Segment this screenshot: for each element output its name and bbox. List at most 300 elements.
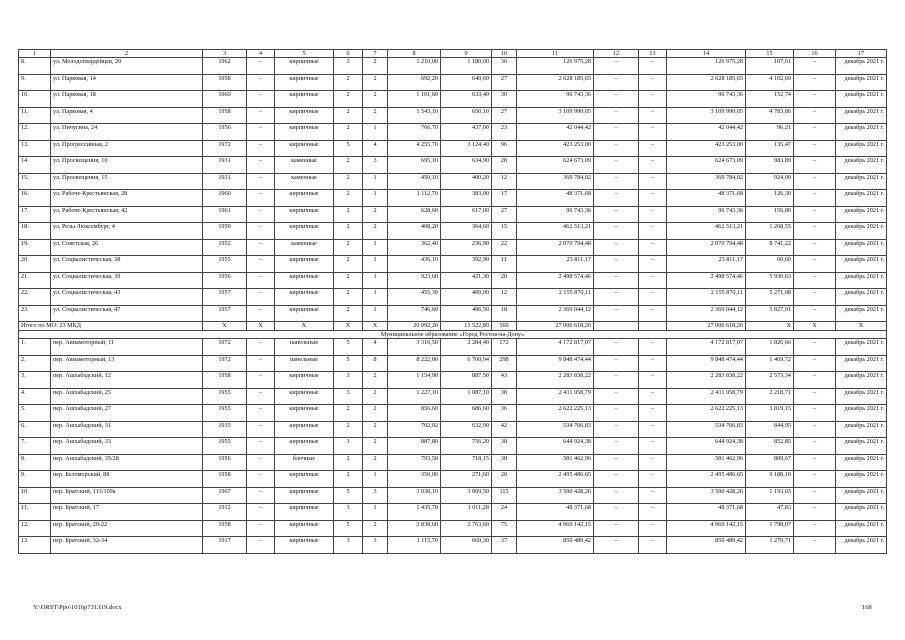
table-cell: 3 bbox=[334, 372, 363, 389]
table-cell: 2 838,60 bbox=[388, 520, 441, 537]
table-cell: 3 819,15 bbox=[746, 405, 794, 422]
table-cell: 2 bbox=[334, 405, 363, 422]
table-cell: ул. Парковая, 4 bbox=[51, 107, 203, 124]
table-cell: – bbox=[247, 206, 275, 223]
table-cell: 1956 bbox=[203, 272, 247, 289]
table-cell: – bbox=[794, 388, 836, 405]
table-cell: декабрь 2021 г. bbox=[836, 339, 887, 356]
table-cell: 640,60 bbox=[441, 74, 492, 91]
table-cell: 12. bbox=[19, 520, 51, 537]
table-cell: 3 124,40 bbox=[441, 140, 492, 157]
table-cell: 702,02 bbox=[388, 421, 441, 438]
table-cell: – bbox=[247, 405, 275, 422]
table-cell: 1 270,71 bbox=[746, 537, 794, 554]
table-cell: 3 bbox=[363, 157, 388, 174]
table-cell: ул. Социалистическая, 43 bbox=[51, 289, 203, 306]
table-cell: – bbox=[247, 74, 275, 91]
table-cell: 1 193,03 bbox=[746, 487, 794, 504]
table-row bbox=[19, 74, 887, 91]
table-cell: – bbox=[594, 74, 639, 91]
table-cell: 2 495 486,65 bbox=[667, 471, 746, 488]
table-cell: кирпичные bbox=[275, 388, 334, 405]
table-cell: 1957 bbox=[203, 305, 247, 322]
table-cell: 19. bbox=[19, 239, 51, 256]
table-cell: 152,74 bbox=[746, 91, 794, 108]
table-cell: 42 044,42 bbox=[667, 124, 746, 141]
table-cell: 746,60 bbox=[388, 305, 441, 322]
table-cell: декабрь 2021 г. bbox=[836, 405, 887, 422]
table-cell: 3 bbox=[363, 537, 388, 554]
table-cell: 421,30 bbox=[441, 272, 492, 289]
table-cell: 36 bbox=[492, 405, 517, 422]
table-cell: декабрь 2021 г. bbox=[836, 454, 887, 471]
table-cell: 887,80 bbox=[388, 438, 441, 455]
table-cell: 75 bbox=[492, 520, 517, 537]
table-cell: 634,90 bbox=[441, 157, 492, 174]
table-cell: – bbox=[247, 372, 275, 389]
table-cell: 1 227,10 bbox=[388, 388, 441, 405]
table-cell: 423 253,00 bbox=[667, 140, 746, 157]
table-cell: – bbox=[794, 239, 836, 256]
table-cell: 9 848 474,44 bbox=[517, 355, 594, 372]
table-cell: пер. Авиамоторный, 11 bbox=[51, 339, 203, 356]
table-cell: 850 489,42 bbox=[517, 537, 594, 554]
table-cell: декабрь 2021 г. bbox=[836, 289, 887, 306]
total-cell: X bbox=[836, 322, 887, 330]
table-cell: декабрь 2021 г. bbox=[836, 471, 887, 488]
table-cell: – bbox=[639, 223, 667, 240]
section-title-row bbox=[19, 330, 887, 338]
table-cell: 2 bbox=[334, 223, 363, 240]
column-number-cell: 15 bbox=[746, 50, 794, 58]
table-cell: ул. Социалистическая, 47 bbox=[51, 305, 203, 322]
table-cell: 271,60 bbox=[441, 471, 492, 488]
table-cell: – bbox=[639, 107, 667, 124]
table-cell: – bbox=[794, 305, 836, 322]
register-table-body bbox=[19, 50, 887, 554]
table-cell: кирпичные bbox=[275, 520, 334, 537]
table-cell: 3 030,10 bbox=[388, 487, 441, 504]
table-cell: 15. bbox=[19, 173, 51, 190]
table-cell: 38 bbox=[492, 388, 517, 405]
table-cell: декабрь 2021 г. bbox=[836, 173, 887, 190]
table-cell: 20. bbox=[19, 256, 51, 273]
table-row bbox=[19, 438, 887, 455]
table-row bbox=[19, 190, 887, 207]
table-cell: декабрь 2021 г. bbox=[836, 504, 887, 521]
table-cell: декабрь 2021 г. bbox=[836, 74, 887, 91]
table-cell: кирпичные bbox=[275, 504, 334, 521]
table-cell: 38 bbox=[492, 438, 517, 455]
table-cell: 4 255,70 bbox=[388, 140, 441, 157]
table-row bbox=[19, 520, 887, 537]
table-cell: 2 bbox=[334, 107, 363, 124]
table-cell: – bbox=[794, 471, 836, 488]
table-cell: 2 628 185,65 bbox=[667, 74, 746, 91]
table-cell: декабрь 2021 г. bbox=[836, 421, 887, 438]
table-cell: кирпичные bbox=[275, 289, 334, 306]
table-row bbox=[19, 140, 887, 157]
table-cell: пер. Авиамоторный, 13 bbox=[51, 355, 203, 372]
table-cell: 96 743,36 bbox=[517, 91, 594, 108]
table-cell: 534 766,83 bbox=[517, 421, 594, 438]
table-cell: – bbox=[594, 355, 639, 372]
table-cell: пер. Ашхабадский, 33 bbox=[51, 438, 203, 455]
table-cell: 172 bbox=[492, 339, 517, 356]
table-cell: 3 590 428,26 bbox=[517, 487, 594, 504]
footer-page-number: 168 bbox=[862, 604, 872, 611]
table-cell: 1955 bbox=[203, 438, 247, 455]
table-cell: 3. bbox=[19, 372, 51, 389]
table-cell: – bbox=[594, 124, 639, 141]
table-cell: 924,00 bbox=[746, 173, 794, 190]
table-cell: 2 bbox=[334, 124, 363, 141]
table-cell: 406,50 bbox=[441, 305, 492, 322]
table-cell: кирпичные bbox=[275, 223, 334, 240]
table-cell: ул. Рабоче-Крестьянская, 28 bbox=[51, 190, 203, 207]
table-cell: – bbox=[247, 537, 275, 554]
table-cell: каменные bbox=[275, 173, 334, 190]
table-cell: 362,40 bbox=[388, 239, 441, 256]
table-row bbox=[19, 339, 887, 356]
table-cell: 718,15 bbox=[441, 454, 492, 471]
table-cell: 11. bbox=[19, 504, 51, 521]
total-cell bbox=[594, 322, 639, 330]
table-cell: – bbox=[794, 454, 836, 471]
table-cell: 2 284,40 bbox=[441, 339, 492, 356]
table-cell: – bbox=[794, 537, 836, 554]
table-row bbox=[19, 173, 887, 190]
table-cell: – bbox=[247, 272, 275, 289]
table-cell: – bbox=[247, 438, 275, 455]
table-cell: 2 bbox=[334, 91, 363, 108]
table-cell: – bbox=[594, 454, 639, 471]
table-cell: – bbox=[594, 206, 639, 223]
table-cell: 8. bbox=[19, 58, 51, 75]
table-cell: 1972 bbox=[203, 140, 247, 157]
table-cell: 2 283 838,22 bbox=[667, 372, 746, 389]
total-cell: X bbox=[334, 322, 363, 330]
table-cell: 2 155 870,11 bbox=[667, 289, 746, 306]
table-cell: 27 bbox=[492, 74, 517, 91]
table-cell: 23 811,17 bbox=[667, 256, 746, 273]
table-cell: 436,10 bbox=[388, 256, 441, 273]
table-row bbox=[19, 388, 887, 405]
table-cell: 23 811,17 bbox=[517, 256, 594, 273]
table-cell: 2 bbox=[334, 206, 363, 223]
table-cell: 2 bbox=[334, 173, 363, 190]
table-cell: 1 154,90 bbox=[388, 372, 441, 389]
table-cell: 793,50 bbox=[388, 454, 441, 471]
table-cell: 47,83 bbox=[746, 504, 794, 521]
table-cell: пер. Братский, 17 bbox=[51, 504, 203, 521]
table-cell: ул. Парковая, 14 bbox=[51, 74, 203, 91]
table-cell: 115 bbox=[492, 487, 517, 504]
table-row bbox=[19, 421, 887, 438]
table-cell: – bbox=[247, 239, 275, 256]
table-cell: – bbox=[639, 91, 667, 108]
table-cell: 1956 bbox=[203, 124, 247, 141]
table-cell: декабрь 2021 г. bbox=[836, 140, 887, 157]
table-cell: – bbox=[794, 140, 836, 157]
table-cell: 1917 bbox=[203, 537, 247, 554]
table-cell: кирпичные bbox=[275, 206, 334, 223]
column-number-cell: 1 bbox=[19, 50, 51, 58]
table-cell: 1 bbox=[363, 190, 388, 207]
table-cell: 1 011,28 bbox=[441, 504, 492, 521]
table-cell: 48 371,68 bbox=[517, 190, 594, 207]
table-cell: 581 462,96 bbox=[667, 454, 746, 471]
table-cell: – bbox=[794, 173, 836, 190]
table-cell: – bbox=[794, 421, 836, 438]
table-cell: 844,95 bbox=[746, 421, 794, 438]
table-cell: ул. Просвещения, 10 bbox=[51, 157, 203, 174]
table-cell: 3 109 990,05 bbox=[667, 107, 746, 124]
table-cell: 1955 bbox=[203, 256, 247, 273]
total-cell: 13 522,80 bbox=[441, 322, 492, 330]
table-cell: 1 180,00 bbox=[441, 58, 492, 75]
table-cell: ул. Просвещения, 15 bbox=[51, 173, 203, 190]
table-cell: кирпичные bbox=[275, 438, 334, 455]
table-cell: ул. Социалистическая, 38 bbox=[51, 256, 203, 273]
table-cell: 644 924,38 bbox=[517, 438, 594, 455]
column-number-cell: 7 bbox=[363, 50, 388, 58]
table-cell: 5 bbox=[334, 339, 363, 356]
table-cell: – bbox=[594, 289, 639, 306]
table-cell: пер. Братский, 32-34 bbox=[51, 537, 203, 554]
table-cell: 2 bbox=[363, 74, 388, 91]
table-cell: 1962 bbox=[203, 58, 247, 75]
table-cell: пер. Ашхабадский, 12 bbox=[51, 372, 203, 389]
table-row bbox=[19, 471, 887, 488]
table-cell: 4 172 817,07 bbox=[517, 339, 594, 356]
table-cell: 2 495 486,65 bbox=[517, 471, 594, 488]
table-cell: – bbox=[247, 388, 275, 405]
table-cell: 1 bbox=[363, 305, 388, 322]
table-cell: 1967 bbox=[203, 487, 247, 504]
table-cell: 3 316,50 bbox=[388, 339, 441, 356]
table-cell: 2 bbox=[334, 239, 363, 256]
table-cell: декабрь 2021 г. bbox=[836, 305, 887, 322]
table-cell: 766,70 bbox=[388, 124, 441, 141]
table-cell: – bbox=[639, 74, 667, 91]
table-cell: 650,10 bbox=[441, 107, 492, 124]
table-cell: 18 bbox=[492, 305, 517, 322]
table-cell: – bbox=[247, 289, 275, 306]
total-cell: X bbox=[794, 322, 836, 330]
table-row bbox=[19, 504, 887, 521]
table-cell: 2 bbox=[363, 206, 388, 223]
table-cell: 298 bbox=[492, 355, 517, 372]
table-cell: 923,60 bbox=[388, 272, 441, 289]
table-cell: – bbox=[594, 157, 639, 174]
table-cell: – bbox=[639, 520, 667, 537]
table-cell: 408,20 bbox=[388, 223, 441, 240]
table-cell: 1 210,00 bbox=[388, 58, 441, 75]
table-cell: кирпичные bbox=[275, 471, 334, 488]
table-cell: 9. bbox=[19, 74, 51, 91]
table-cell: кирпичные bbox=[275, 107, 334, 124]
table-cell: 9. bbox=[19, 471, 51, 488]
table-cell: 1958 bbox=[203, 520, 247, 537]
table-cell: – bbox=[639, 504, 667, 521]
table-row bbox=[19, 454, 887, 471]
table-cell: кирпичные bbox=[275, 124, 334, 141]
column-number-cell: 9 bbox=[441, 50, 492, 58]
table-cell: 8 222,00 bbox=[388, 355, 441, 372]
table-cell: – bbox=[594, 471, 639, 488]
total-cell: 20 092,20 bbox=[388, 322, 441, 330]
table-cell: 5 271,08 bbox=[746, 289, 794, 306]
table-cell: 1 268,55 bbox=[746, 223, 794, 240]
table-cell: панельные bbox=[275, 355, 334, 372]
table-cell: пер. Братский, 20-22 bbox=[51, 520, 203, 537]
table-cell: 534 766,83 bbox=[667, 421, 746, 438]
table-cell: 392,90 bbox=[441, 256, 492, 273]
table-cell: – bbox=[639, 239, 667, 256]
table-cell: 24 bbox=[492, 504, 517, 521]
table-cell: декабрь 2021 г. bbox=[836, 107, 887, 124]
table-cell: – bbox=[247, 339, 275, 356]
table-cell: 632,90 bbox=[441, 421, 492, 438]
table-cell: 1958 bbox=[203, 372, 247, 389]
table-cell: – bbox=[247, 173, 275, 190]
total-cell: X bbox=[363, 322, 388, 330]
table-cell: декабрь 2021 г. bbox=[836, 372, 887, 389]
table-cell: 2 bbox=[334, 471, 363, 488]
total-cell: X bbox=[247, 322, 275, 330]
table-cell: 1958 bbox=[203, 471, 247, 488]
table-cell: – bbox=[639, 58, 667, 75]
table-cell: 10. bbox=[19, 487, 51, 504]
table-cell: – bbox=[594, 438, 639, 455]
table-cell: кирпичные bbox=[275, 74, 334, 91]
table-cell: 2 bbox=[334, 74, 363, 91]
table-cell: декабрь 2021 г. bbox=[836, 487, 887, 504]
table-cell: – bbox=[247, 355, 275, 372]
table-cell: 107,61 bbox=[746, 58, 794, 75]
table-cell: 2 498 574,46 bbox=[667, 272, 746, 289]
table-cell: 2 218,71 bbox=[746, 388, 794, 405]
table-cell: 686,60 bbox=[441, 405, 492, 422]
table-cell: – bbox=[639, 173, 667, 190]
table-cell: – bbox=[594, 58, 639, 75]
table-cell: 8 bbox=[363, 355, 388, 372]
table-cell: 2 bbox=[363, 58, 388, 75]
table-cell: 3 bbox=[334, 537, 363, 554]
footer-file-path: Y:\ORST\Ppo\1016p731.f19.docx bbox=[33, 604, 122, 611]
table-cell: – bbox=[247, 454, 275, 471]
table-cell: 617,00 bbox=[441, 206, 492, 223]
table-cell: 4. bbox=[19, 388, 51, 405]
table-cell: – bbox=[639, 289, 667, 306]
table-cell: 96,21 bbox=[746, 124, 794, 141]
table-cell: 983,89 bbox=[746, 157, 794, 174]
table-cell: 36 bbox=[492, 58, 517, 75]
table-cell: 5 bbox=[334, 140, 363, 157]
table-cell: 23 bbox=[492, 124, 517, 141]
table-cell: – bbox=[247, 520, 275, 537]
table-cell: 2 bbox=[334, 256, 363, 273]
table-cell: – bbox=[247, 107, 275, 124]
table-cell: 3 590 428,26 bbox=[667, 487, 746, 504]
table-cell: кирпичные bbox=[275, 190, 334, 207]
table-cell: 2 bbox=[334, 289, 363, 306]
table-cell: 2 bbox=[363, 520, 388, 537]
table-cell: 809,67 bbox=[746, 454, 794, 471]
total-cell: 27 006 618,20 bbox=[517, 322, 594, 330]
table-cell: 3 109 990,05 bbox=[517, 107, 594, 124]
table-cell: – bbox=[594, 190, 639, 207]
table-cell: 43 bbox=[492, 372, 517, 389]
table-cell: 644 924,38 bbox=[667, 438, 746, 455]
table-cell: каменные bbox=[275, 157, 334, 174]
table-row bbox=[19, 487, 887, 504]
column-number-cell: 4 bbox=[247, 50, 275, 58]
table-cell: – bbox=[794, 91, 836, 108]
table-cell: 581 462,96 bbox=[517, 454, 594, 471]
table-cell: кирпичные bbox=[275, 537, 334, 554]
table-cell: – bbox=[794, 157, 836, 174]
table-cell: пер. Ашхабадский, 35/28 bbox=[51, 454, 203, 471]
section-title: Муниципальное образование «Город Ростов-на-Дону» bbox=[19, 330, 887, 338]
table-cell: – bbox=[594, 372, 639, 389]
table-cell: – bbox=[639, 355, 667, 372]
table-cell: 1935 bbox=[203, 421, 247, 438]
table-cell: 2 622 225,13 bbox=[517, 405, 594, 422]
table-cell: – bbox=[247, 504, 275, 521]
table-cell: кирпичные bbox=[275, 256, 334, 273]
column-number-cell: 5 bbox=[275, 50, 334, 58]
table-cell: – bbox=[639, 537, 667, 554]
table-cell: 126 975,28 bbox=[517, 58, 594, 75]
table-cell: 350,00 bbox=[388, 471, 441, 488]
table-cell: 17. bbox=[19, 206, 51, 223]
table-row bbox=[19, 537, 887, 554]
table-cell: 126,30 bbox=[746, 190, 794, 207]
table-cell: 10. bbox=[19, 91, 51, 108]
table-cell: 96 bbox=[492, 140, 517, 157]
table-cell: 5 bbox=[334, 355, 363, 372]
table-cell: 2 411 958,79 bbox=[517, 388, 594, 405]
table-cell: 4 102,69 bbox=[746, 74, 794, 91]
table-cell: 2 bbox=[334, 454, 363, 471]
table-cell: – bbox=[794, 355, 836, 372]
table-cell: 852,85 bbox=[746, 438, 794, 455]
table-cell: 1972 bbox=[203, 339, 247, 356]
table-cell: 364,60 bbox=[441, 223, 492, 240]
table-cell: 2 bbox=[334, 272, 363, 289]
table-cell: – bbox=[639, 206, 667, 223]
table-cell: 1 112,70 bbox=[388, 190, 441, 207]
table-row bbox=[19, 272, 887, 289]
table-cell: 1 bbox=[363, 504, 388, 521]
table-cell: 15 bbox=[492, 223, 517, 240]
table-cell: 1950 bbox=[203, 223, 247, 240]
table-cell: 692,20 bbox=[388, 74, 441, 91]
table-cell: 1960 bbox=[203, 190, 247, 207]
table-cell: 369 784,02 bbox=[517, 173, 594, 190]
table-cell: – bbox=[594, 520, 639, 537]
table-cell: декабрь 2021 г. bbox=[836, 355, 887, 372]
table-cell: – bbox=[639, 272, 667, 289]
table-cell: – bbox=[794, 124, 836, 141]
table-cell: 1 bbox=[363, 239, 388, 256]
column-number-cell: 16 bbox=[794, 50, 836, 58]
table-cell: – bbox=[594, 256, 639, 273]
table-cell: декабрь 2021 г. bbox=[836, 124, 887, 141]
table-cell: 37 bbox=[492, 537, 517, 554]
